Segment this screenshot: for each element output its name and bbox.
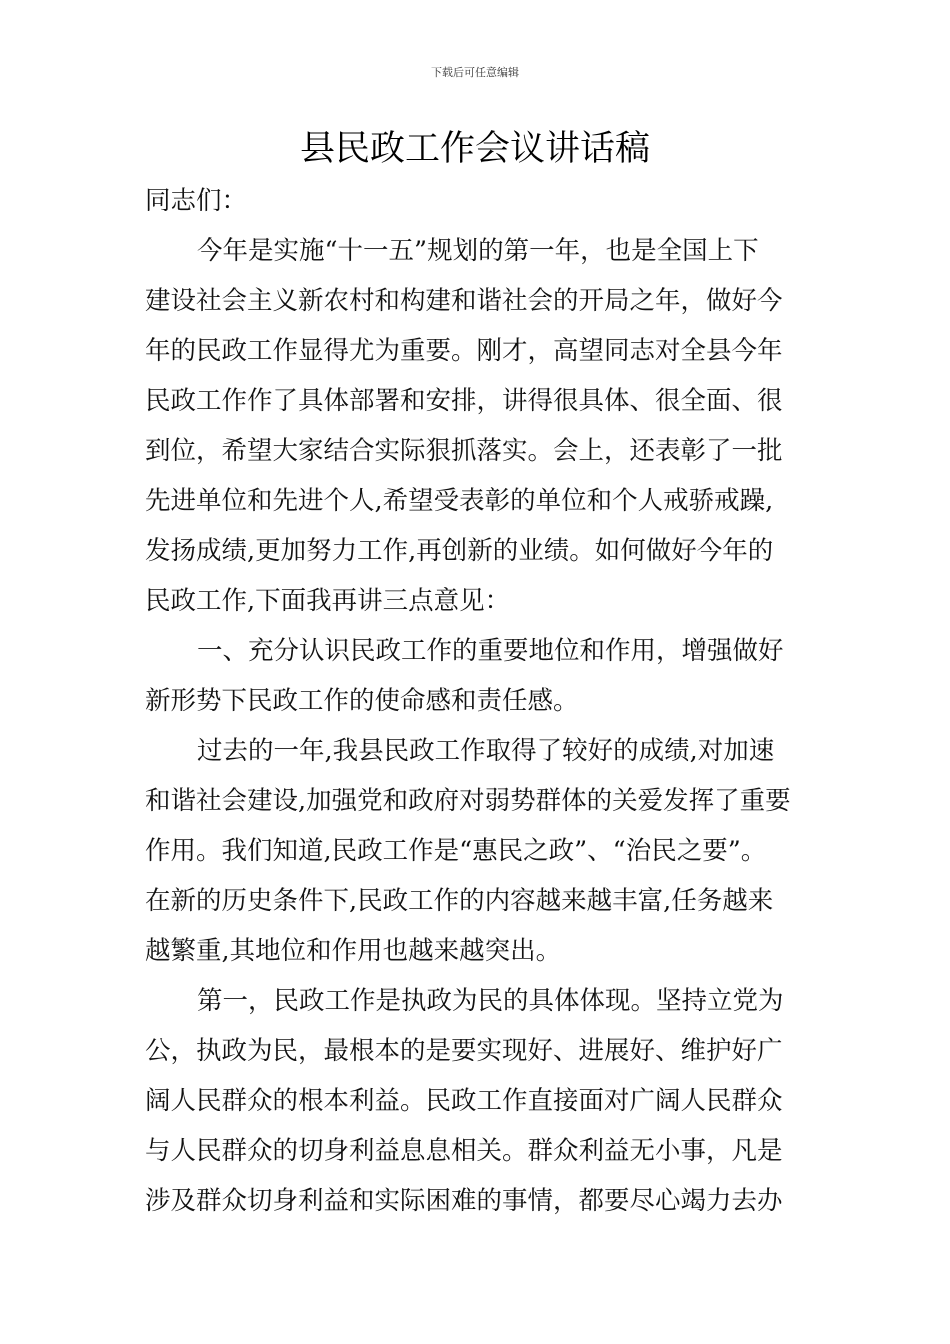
text-line: 建设社会主义新农村和构建和谐社会的开局之年，做好今 <box>145 286 783 316</box>
text-line: 与人民群众的切身利益息息相关。群众利益无小事，凡是 <box>145 1136 783 1166</box>
text-line: 民政工作作了具体部署和安排，讲得很具体、很全面、很 <box>145 386 783 416</box>
text-line: 阔人民群众的根本利益。民政工作直接面对广阔人民群众 <box>145 1086 783 1116</box>
text-line: 发扬成绩,更加努力工作,再创新的业绩。如何做好今年的 <box>145 536 774 566</box>
text-line: 民政工作,下面我再讲三点意见： <box>145 586 511 616</box>
text-line: 新形势下民政工作的使命感和责任感。 <box>145 686 579 716</box>
document-title: 县民政工作会议讲话稿 <box>299 129 650 169</box>
text-line: 过去的一年,我县民政工作取得了较好的成绩,对加速 <box>197 736 775 766</box>
text-line: 在新的历史条件下,民政工作的内容越来越丰富,任务越来 <box>145 886 774 916</box>
text-line: 和谐社会建设,加强党和政府对弱势群体的关爱发挥了重要 <box>145 786 791 816</box>
document-body <box>145 176 810 1226</box>
text-line: 今年是实施“十一五”规划的第一年，也是全国上下 <box>197 236 759 266</box>
text-line: 到位，希望大家结合实际狠抓落实。会上，还表彰了一批 <box>145 436 783 466</box>
text-line: 作用。我们知道,民政工作是“惠民之政”、“治民之要”。 <box>145 836 767 866</box>
text-line: 涉及群众切身利益和实际困难的事情，都要尽心竭力去办 <box>145 1186 783 1216</box>
text-line: 越繁重,其地位和作用也越来越突出。 <box>145 936 562 966</box>
text-line: 一、充分认识民政工作的重要地位和作用，增强做好 <box>197 636 784 666</box>
text-line: 先进单位和先进个人,希望受表彰的单位和个人戒骄戒躁, <box>145 486 774 516</box>
header-note: 下载后可任意编辑 <box>431 66 519 79</box>
text-line: 公，执政为民，最根本的是要实现好、进展好、维护好广 <box>145 1036 783 1066</box>
text-line: 同志们： <box>145 186 248 216</box>
text-line: 年的民政工作显得尤为重要。刚才，高望同志对全县今年 <box>145 336 783 366</box>
text-line: 第一，民政工作是执政为民的具体体现。坚持立党为 <box>197 986 784 1016</box>
